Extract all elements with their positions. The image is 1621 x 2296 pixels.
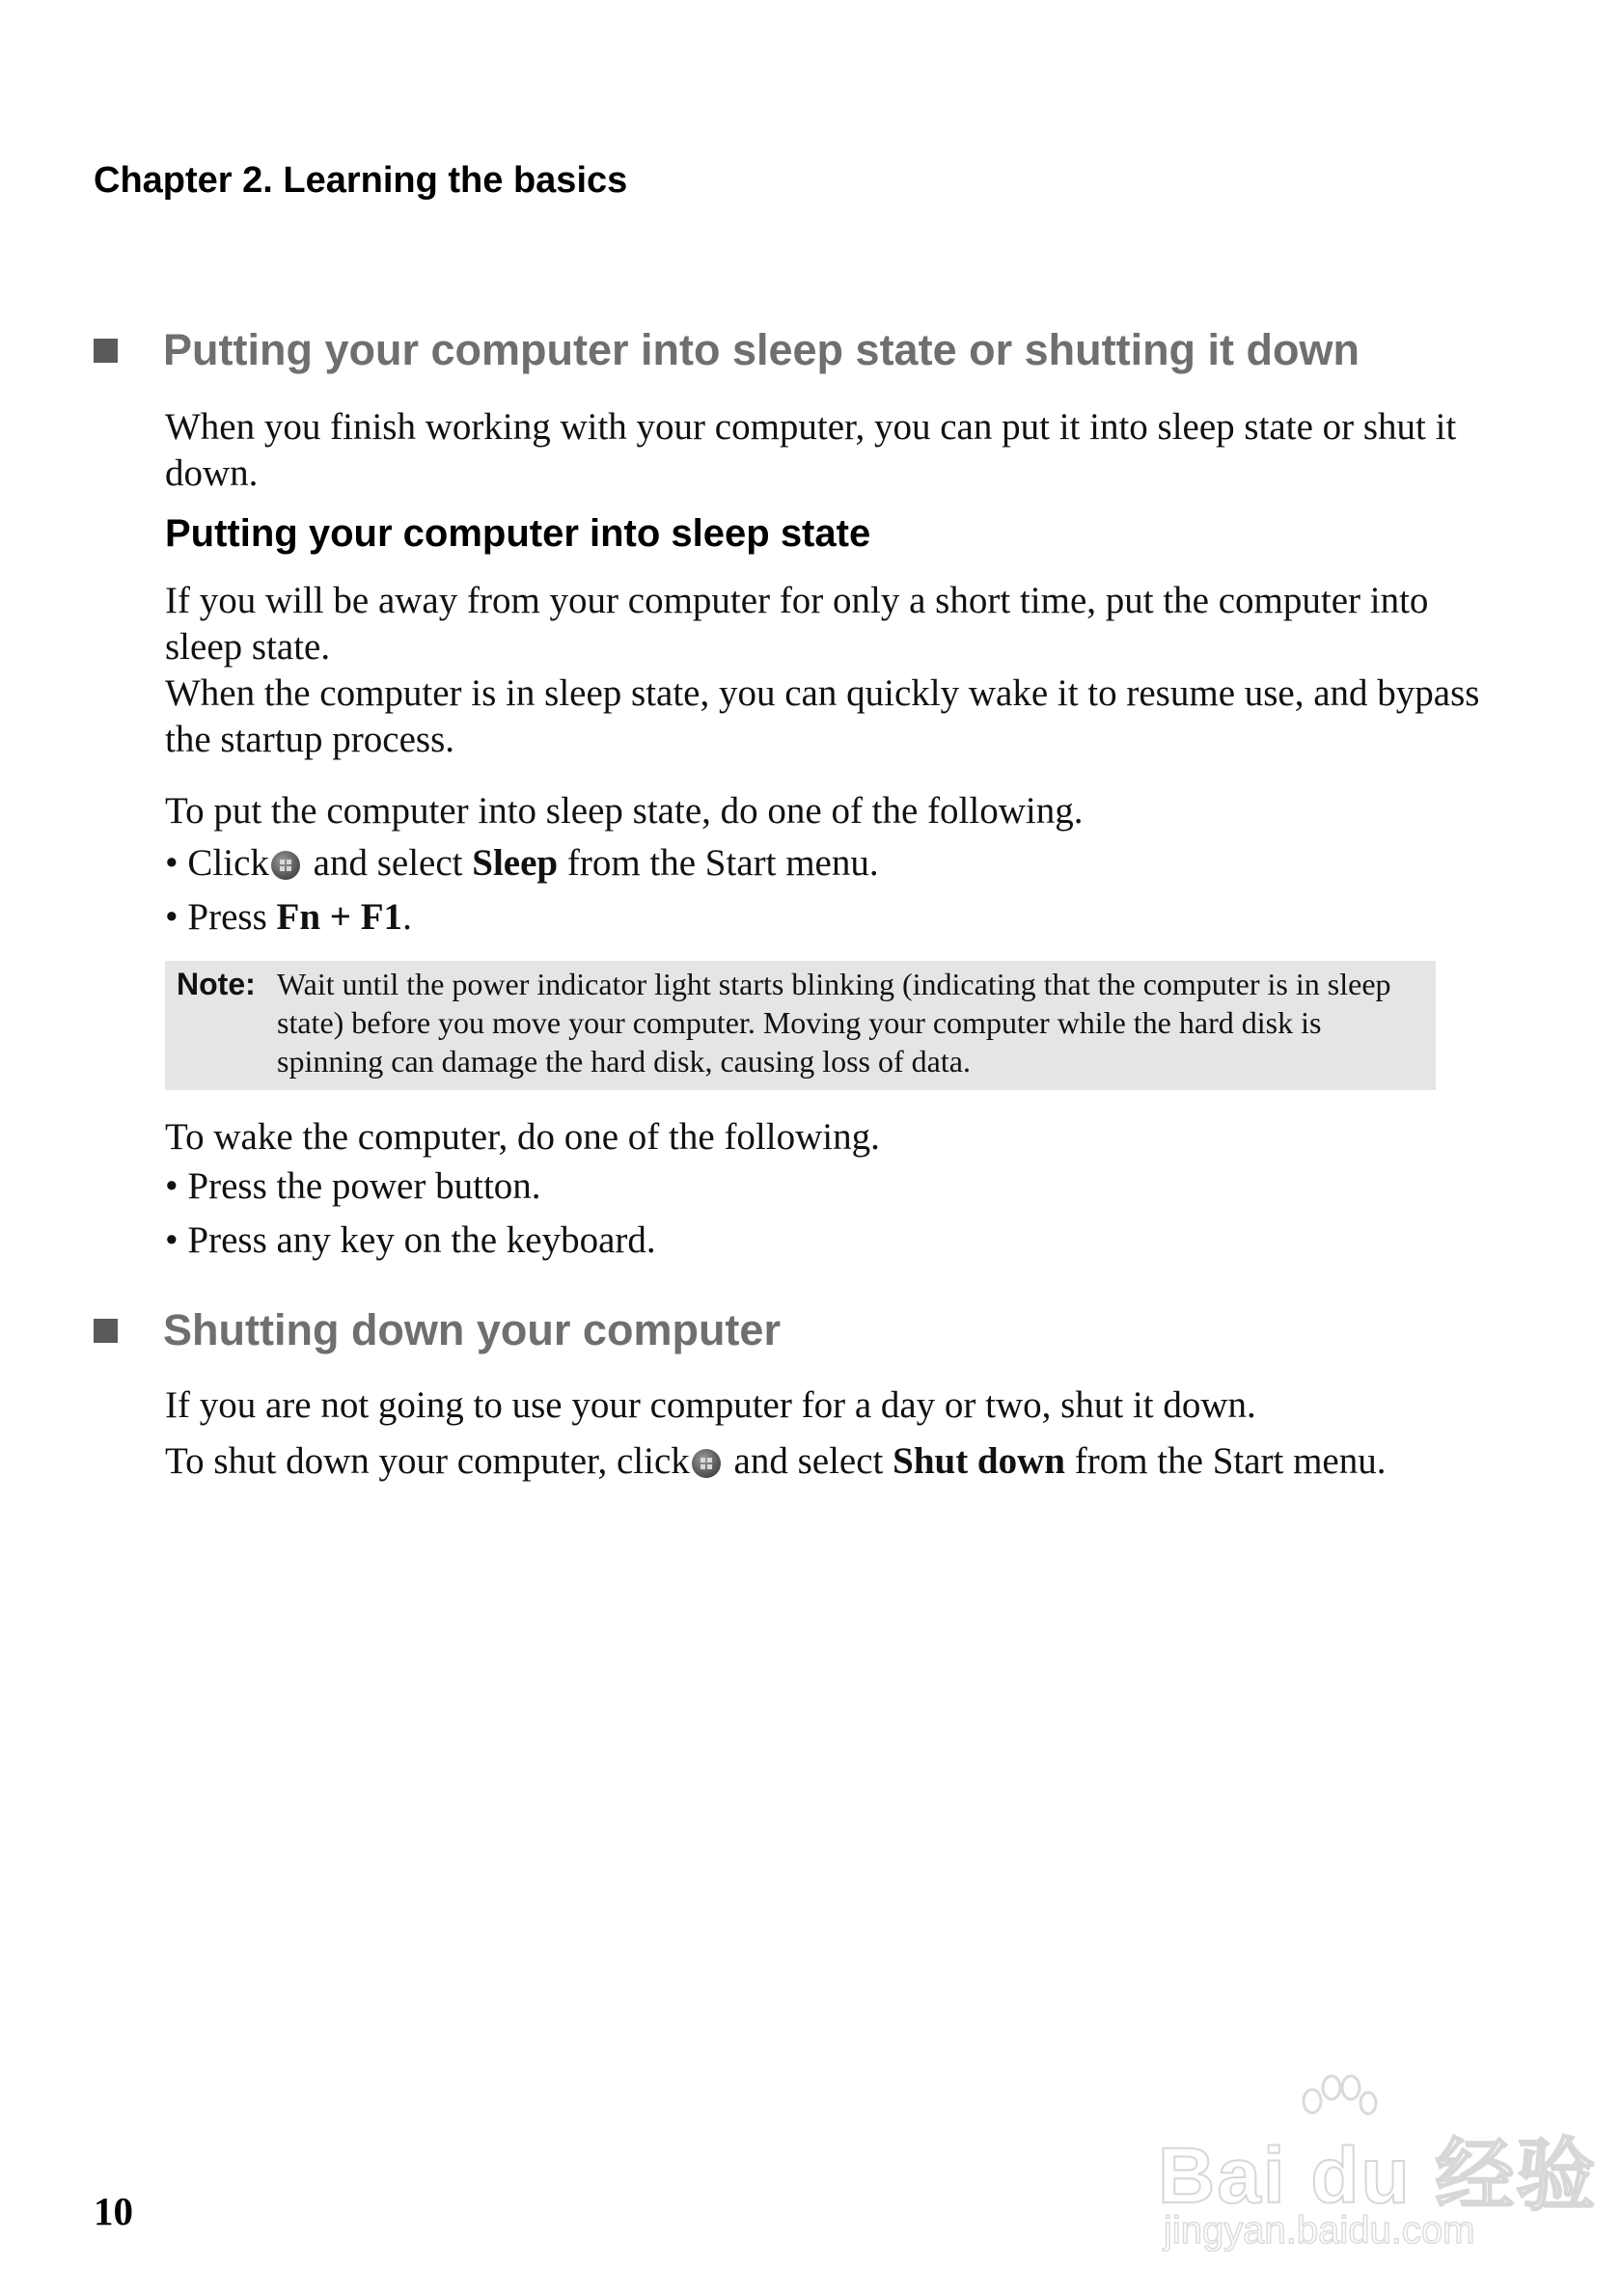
sleep-keyword: Sleep: [472, 842, 559, 884]
wake-bullet-power-button: • Press the power button.: [165, 1165, 541, 1207]
shutdown-text: from the Start menu.: [1064, 1440, 1387, 1482]
sleep-lead-text: To put the computer into sleep state, do one of the following.: [165, 790, 1084, 832]
bullet-text: .: [402, 896, 412, 938]
note-label: Note:: [177, 967, 256, 1001]
bullet-press-fn-f1: [165, 894, 412, 941]
intro-paragraph: When you finish working with your computer, you can put it into sleep state or shut it down.: [165, 406, 1457, 494]
shutdown-text: and select: [724, 1440, 893, 1482]
shutdown-paragraph-1: If you are not going to use your computer for a day or two, shut it down.: [165, 1384, 1256, 1426]
note-box: [165, 961, 1436, 1090]
sleep-paragraph-1: If you will be away from your computer for only a short time, put the computer into sleep state.: [165, 580, 1429, 668]
section-heading-sleep-shutdown: [94, 325, 1360, 375]
subheading-sleep-state: Putting your computer into sleep state: [165, 512, 871, 555]
shutdown-text: To shut down your computer, click: [165, 1440, 690, 1482]
fn-f1-keyword: Fn + F1: [276, 896, 403, 938]
shut-down-keyword: Shut down: [893, 1440, 1065, 1482]
watermark-url: jingyan.baidu.com: [1164, 2209, 1475, 2252]
windows-start-icon: [271, 851, 300, 880]
page-number: 10: [94, 2189, 133, 2233]
bullet-text: from the Start menu.: [558, 842, 879, 884]
square-bullet-icon: [94, 1319, 118, 1343]
sleep-paragraph-2: When the computer is in sleep state, you can quickly wake it to resume use, and bypass the startup process.: [165, 672, 1480, 760]
windows-start-icon: [692, 1449, 721, 1478]
section-heading-text: Shutting down your computer: [163, 1305, 781, 1354]
wake-bullet-any-key: • Press any key on the keyboard.: [165, 1219, 656, 1261]
chapter-header: Chapter 2. Learning the basics: [94, 160, 628, 201]
note-text: Wait until the power indicator light starts blinking (indicating that the computer is in sleep state) before you move your computer. Moving your computer while the hard disk is spinning can damage the hard disk, causing loss of data.: [277, 967, 1391, 1079]
bullet-text: • Press: [165, 896, 277, 938]
watermark-brand: Bai du 经验: [1158, 2132, 1598, 2220]
section-heading-shutdown: [94, 1305, 781, 1355]
bullet-text: • Click: [165, 842, 269, 884]
shutdown-paragraph-2: [165, 1438, 1497, 1485]
bullet-text: and select: [303, 842, 473, 884]
square-bullet-icon: [94, 339, 118, 363]
wake-lead-text: To wake the computer, do one of the following.: [165, 1116, 880, 1158]
baidu-watermark: [1158, 2074, 1598, 2267]
section-heading-text: Putting your computer into sleep state or shutting it down: [163, 325, 1360, 374]
bullet-click-sleep: [165, 840, 879, 887]
